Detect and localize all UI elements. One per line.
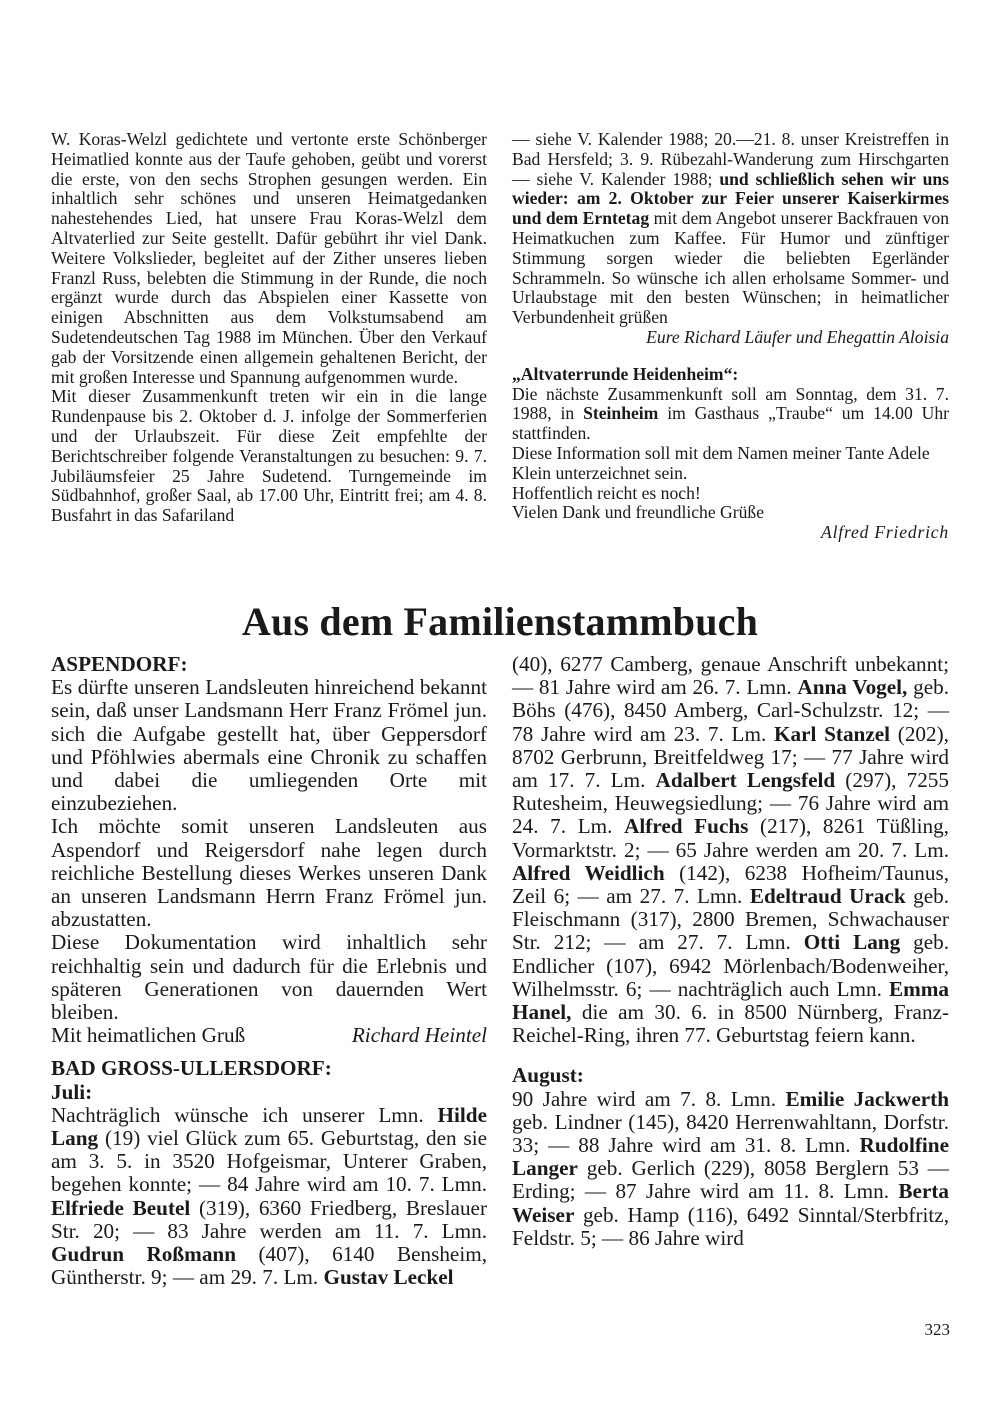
person-name: Hilde Lang [51, 1102, 487, 1151]
month-heading: Juli: [51, 1079, 93, 1104]
paragraph: Diese Information soll mit dem Namen meiner Tante Adele Klein unterzeichnet sein. [512, 442, 930, 483]
bottom-right-column [512, 653, 949, 1250]
paragraph: Diese Dokumentation wird inhaltlich sehr reichhaltig sein und dadurch für die Erlebnis und späteren Generationen von dauernden Wert bleiben. [51, 930, 487, 1025]
emphasis: und schließlich sehen wir uns wieder: am 2. Oktober zur Feier unserer Kaiserkirmes und dem Erntetag [512, 168, 949, 229]
page-title: Aus dem Familienstammbuch [241, 599, 759, 644]
paragraph: Vielen Dank und freundliche Grüße [512, 502, 765, 523]
person-name: Elfriede Beutel [51, 1195, 191, 1220]
paragraph: Es dürfte unseren Landsleuten hinreichend bekannt sein, daß unser Landsmann Herr Franz Frömel jun. sich die Aufgabe gestellt hat, über Geppersdorf und Pföhlwies abermals eine Chronik zu schaffen und dabei die umliegenden Orte mit einzubeziehen. [51, 675, 487, 816]
person-name: Gustav Leckel [323, 1265, 454, 1290]
paragraph: (40), 6277 Camberg, genaue Anschrift unbekannt; — 81 Jahre wird am 26. 7. Lmn. Anna Vogel, geb. Böhs (476), 8450 Amberg, Carl-Schulzstr. 12; — 78 Jahre wird am 23. 7. Lm. Karl Stanzel (202), 8702 Gerbrunn, Breitfeldweg 17; — 77 Jahre wird am 17. 7. Lm. Adalbert Lengsfeld (297), 7255 Rutesheim, Heuwegsiedlung; — 76 Jahre wird am 24. 7. Lm. Alfred Fuchs (217), 8261 Tüßling, Vormarktstr. 2; — 65 Jahre werden am 20. 7. Lm. Alfred Weidlich (142), 6238 Hofheim/Taunus, Zeil 6; — am 27. 7. Lmn. Edeltraud Urack geb. Fleischmann (317), 2800 Bremen, Schwachauser Str. 212; — am 27. 7. Lmn. Otti Lang geb. Endlicher (107), 6942 Mörlenbach/Bodenweiher, Wilhelmsstr. 6; — nachträglich auch Lmn. Emma Hanel, die am 30. 6. in 8500 Nürnberg, Franz-Reichel-Ring, ihren 77. Geburtstag feiern kann. [512, 652, 950, 1048]
person-name: Adalbert Lengsfeld [655, 768, 836, 793]
person-name: Rudolfine Langer [512, 1133, 949, 1181]
section-heading: BAD GROSS-ULLERSDORF: [51, 1056, 332, 1081]
person-name: Gudrun Roßmann [51, 1242, 236, 1267]
paragraph: Ich möchte somit unseren Landsleuten aus Aspendorf und Reigersdorf nahe legen durch reichliche Bestellung dieses Werkes unseren Dank an unseren Landsmann Herrn Franz Frömel jun. abzustatten. [51, 814, 487, 932]
month-heading: August: [512, 1063, 584, 1088]
person-name: Berta Weiser [512, 1179, 949, 1227]
person-name: Emilie Jackwerth [785, 1086, 949, 1111]
signature: Alfred Friedrich [821, 522, 949, 543]
spacer [512, 1047, 949, 1064]
page-number: 323 [924, 1320, 950, 1339]
person-name: Alfred Fuchs [624, 814, 749, 839]
greeting-line: Mit heimatlichen Gruß Richard Heintel [51, 1023, 487, 1048]
person-name: Karl Stanzel [774, 721, 891, 746]
person-name: Edeltraud Urack [749, 884, 906, 909]
paragraph: Die nächste Zusammenkunft soll am Sonntag, dem 31. 7. 1988, in Steinheim im Gasthaus „Traube“ um 14.00 Uhr stattfinden. [512, 383, 949, 444]
section-heading: ASPENDORF: [51, 652, 188, 676]
person-name: Anna Vogel, [797, 675, 908, 700]
place-name: Steinheim [583, 403, 659, 424]
paragraph: Nachträglich wünsche ich unserer Lmn. Hilde Lang (19) viel Glück zum 65. Geburtstag, den sie am 3. 5. in 3520 Hofgeismar, Unterer Graben, begehen konnte; — 84 Jahre wird am 10. 7. Lmn. Elfriede Beutel (319), 6360 Friedberg, Breslauer Str. 20; — 83 Jahre werden am 11. 7. Lmn. Gudrun Roßmann (407), 6140 Bensheim, Güntherstr. 9; — am 29. 7. Lm. Gustav Leckel [51, 1102, 488, 1290]
person-name: Alfred Weidlich [512, 860, 665, 885]
paragraph: — siehe V. Kalender 1988; 20.—21. 8. unser Kreistreffen in Bad Hersfeld; 3. 9. Rübezahl-Wanderung zum Hirschgarten — siehe V. Kalender 1988; und schließlich sehen wir uns wieder: am 2. Oktober zur Feier unserer Kaiserkirmes und dem Erntetag mit dem Angebot unserer Backfrauen von Heimatkuchen zum Kaffee. Für Humor und zünftiger Stimmung sorgen wieder die beliebten Egerländer Schrammeln. So wünsche ich allen erholsame Sommer- und Urlaubstage mit den besten Wünschen; in heimatlicher Verbundenheit grüßen [512, 129, 949, 328]
top-right-column [512, 130, 949, 543]
top-left-column [51, 130, 487, 526]
signature: Eure Richard Läufer und Ehegattin Aloisia [646, 326, 949, 347]
paragraph: W. Koras-Welzl gedichtete und vertonte erste Schönberger Heimatlied konnte aus der Taufe gehoben, geübt und vorerst die erste, von den sechs Strophen gesungen werden. Ein inhaltlich sehr schönes und unseren Heimatgedanken nahestehendes Lied, hat unsere Frau Koras-Welzl dem Altvaterlied zur Seite gestellt. Dafür gebührt ihr viel Dank. Weitere Volkslieder, begleitet auf der Zither unseres lieben Franzl Russ, belebten die Stimmung in der Runde, die noch ergänzt wurde durch das Abspielen einer Kassette von einigen Abschnitten aus dem Volkstumsabend am Sudetendeutschen Tag 1988 im München. Über den Verkauf gab der Vorsitzende einen allgemein gehaltenen Bericht, der mit großen Interesse und Spannung aufgenommen wurde. [51, 129, 487, 387]
signature: Richard Heintel [351, 1023, 487, 1048]
section-heading: „Altvaterrunde Heidenheim“: [512, 363, 739, 384]
paragraph: Hoffentlich reicht es noch! [512, 482, 701, 503]
person-name: Otti Lang [803, 930, 901, 955]
paragraph: Mit dieser Zusammenkunft treten wir ein in die lange Rundenpause bis 2. Oktober d. J. infolge der Sommerferien und der Urlaubszeit. Für diese Zeit empfehlte der Berichtschreiber folgende Veranstaltungen zu besuchen: 9. 7. Jubiläumsfeier 25 Jahre Sudetend. Turngemeinde im Südbahnhof, großer Saal, ab 17.00 Uhr, Eintritt frei; am 4. 8. Busfahrt in das Safariland [51, 386, 487, 526]
bottom-left-column [51, 653, 487, 1289]
spacer [512, 348, 949, 365]
paragraph: 90 Jahre wird am 7. 8. Lmn. Emilie Jackwerth geb. Lindner (145), 8420 Herrenwahltann, Dorfstr. 33; — 88 Jahre wird am 31. 8. Lmn. Rudolfine Langer geb. Gerlich (229), 8058 Berglern 53 — Erding; — 87 Jahre wird am 11. 8. Lmn. Berta Weiser geb. Hamp (116), 6492 Sinntal/Sterbfritz, Feldstr. 5; — 86 Jahre wird [512, 1086, 949, 1250]
person-name: Emma Hanel, [512, 976, 949, 1025]
